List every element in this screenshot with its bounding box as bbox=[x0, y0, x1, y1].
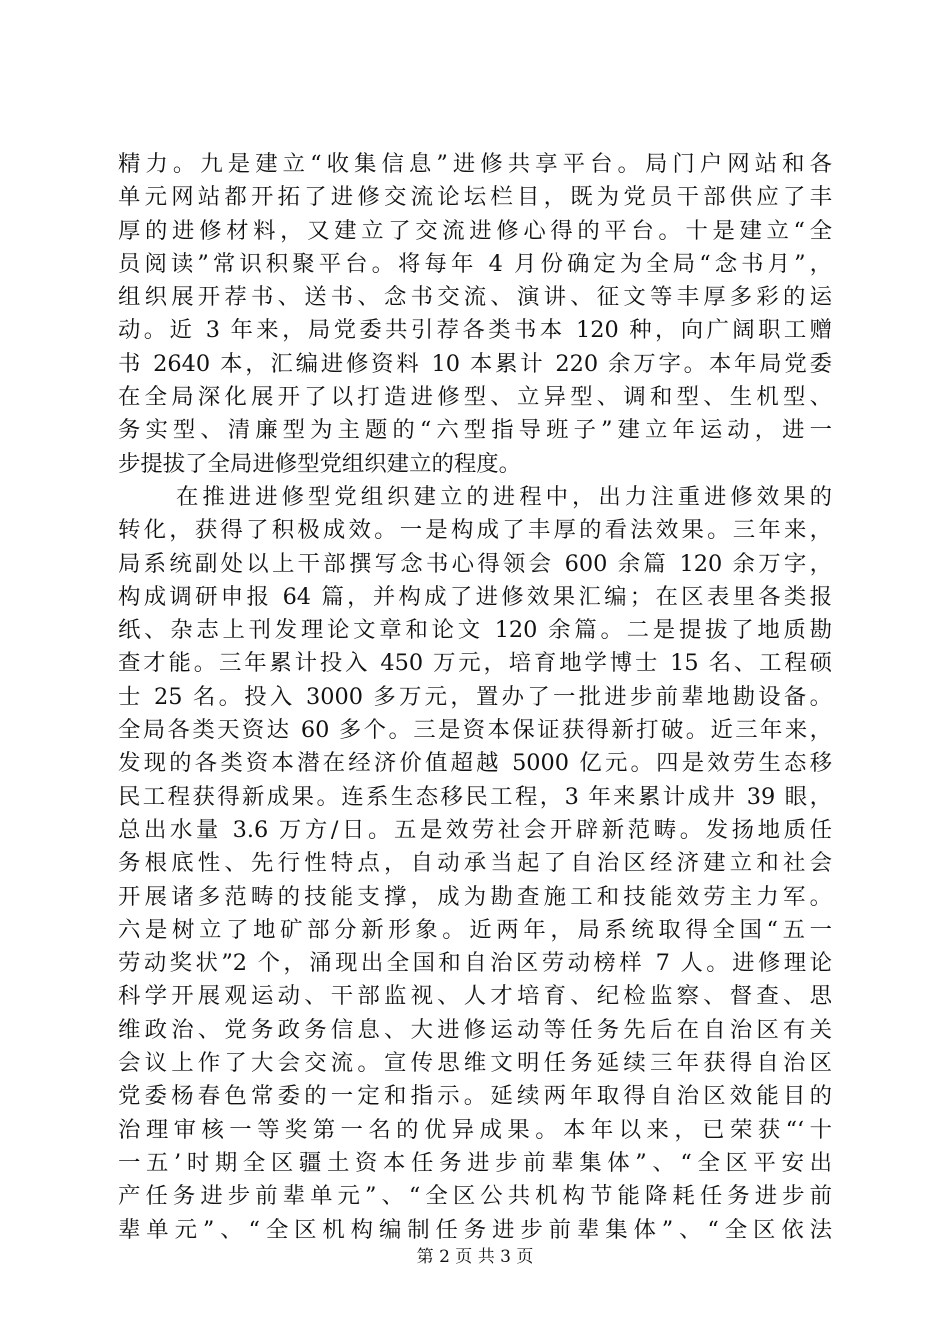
text-line: 会议上作了大会交流。宣传思维文明任务延续三年获得自治区 bbox=[118, 1050, 832, 1077]
text-line: 党委杨春色常委的一定和指示。延续两年取得自治区效能目的 bbox=[118, 1083, 832, 1110]
text-line: 务根底性、先行性特点，自动承当起了自治区经济建立和社会 bbox=[118, 850, 832, 877]
text-line: 科学开展观运动、干部监视、人才培育、纪检监察、督查、思 bbox=[118, 983, 832, 1010]
text-line: 民工程获得新成果。连系生态移民工程，3 年来累计成井 39 眼， bbox=[118, 783, 832, 810]
text-line: 精力。九是建立“收集信息”进修共享平台。局门户网站和各 bbox=[118, 151, 832, 177]
paragraph-2 bbox=[118, 481, 832, 1247]
text-line: 辈单元”、“全区机构编制任务进步前辈集体”、“全区依法 bbox=[118, 1216, 832, 1243]
text-line: 维政治、党务政务信息、大进修运动等任务先后在自治区有关 bbox=[118, 1016, 832, 1043]
text-line: 全局各类天资达 60 多个。三是资本保证获得新打破。近三年来， bbox=[118, 717, 832, 744]
text-line: 发现的各类资本潜在经济价值超越 5000 亿元。四是效劳生态移 bbox=[118, 750, 832, 777]
text-line: 一五’时期全区疆土资本任务进步前辈集体”、“全区平安出 bbox=[118, 1149, 832, 1176]
text-line: 员阅读”常识积聚平台。将每年 4 月份确定为全局“念书月”， bbox=[118, 250, 832, 277]
text-line: 劳动奖状”2 个，涌现出全国和自治区劳动榜样 7 人。进修理论 bbox=[118, 950, 832, 977]
text-line: 开展诸多范畴的技能支撑，成为勘查施工和技能效劳主力军。 bbox=[118, 883, 832, 910]
text-line: 在全局深化展开了以打造进修型、立异型、调和型、生机型、 bbox=[118, 384, 832, 411]
text-line: 在推进进修型党组织建立的进程中，出力注重进修效果的 bbox=[176, 483, 832, 510]
text-line: 书 2640 本，汇编进修资料 10 本累计 220 余万字。本年局党委 bbox=[118, 350, 832, 377]
document-body bbox=[118, 148, 832, 1247]
text-line: 务实型、清廉型为主题的“六型指导班子”建立年运动，进一 bbox=[118, 417, 832, 444]
text-line: 纸、杂志上刊发理论文章和论文 120 余篇。二是提拔了地质勘 bbox=[118, 617, 832, 644]
page-number-footer: 第 2 页 共 3 页 bbox=[416, 1247, 534, 1267]
text-line: 治理审核一等奖第一名的优异成果。本年以来，已荣获“‘十 bbox=[118, 1116, 832, 1143]
text-line: 查才能。三年累计投入 450 万元，培育地学博士 15 名、工程硕 bbox=[118, 650, 832, 677]
text-line: 厚的进修材料，又建立了交流进修心得的平台。十是建立“全 bbox=[118, 217, 832, 244]
text-line: 单元网站都开拓了进修交流论坛栏目，既为党员干部供应了丰 bbox=[118, 184, 832, 211]
text-line: 组织展开荐书、送书、念书交流、演讲、征文等丰厚多彩的运 bbox=[118, 284, 832, 311]
text-line: 构成调研申报 64 篇，并构成了进修效果汇编；在区表里各类报 bbox=[118, 583, 832, 610]
text-line: 总出水量 3.6 万方/日。五是效劳社会开辟新范畴。发扬地质任 bbox=[118, 816, 832, 843]
text-line: 步提拔了全局进修型党组织建立的程度。 bbox=[118, 450, 522, 477]
text-line: 局系统副处以上干部撰写念书心得领会 600 余篇 120 余万字， bbox=[118, 550, 832, 577]
text-line: 动。近 3 年来，局党委共引荐各类书本 120 种，向广阔职工赠 bbox=[118, 317, 832, 344]
paragraph-1 bbox=[118, 148, 832, 481]
text-line: 转化，获得了积极成效。一是构成了丰厚的看法效果。三年来， bbox=[118, 517, 832, 544]
text-line: 产任务进步前辈单元”、“全区公共机构节能降耗任务进步前 bbox=[118, 1183, 832, 1210]
text-line: 六是树立了地矿部分新形象。近两年，局系统取得全国“五一 bbox=[118, 916, 832, 943]
text-line: 士 25 名。投入 3000 多万元，置办了一批进步前辈地勘设备。 bbox=[118, 683, 832, 710]
